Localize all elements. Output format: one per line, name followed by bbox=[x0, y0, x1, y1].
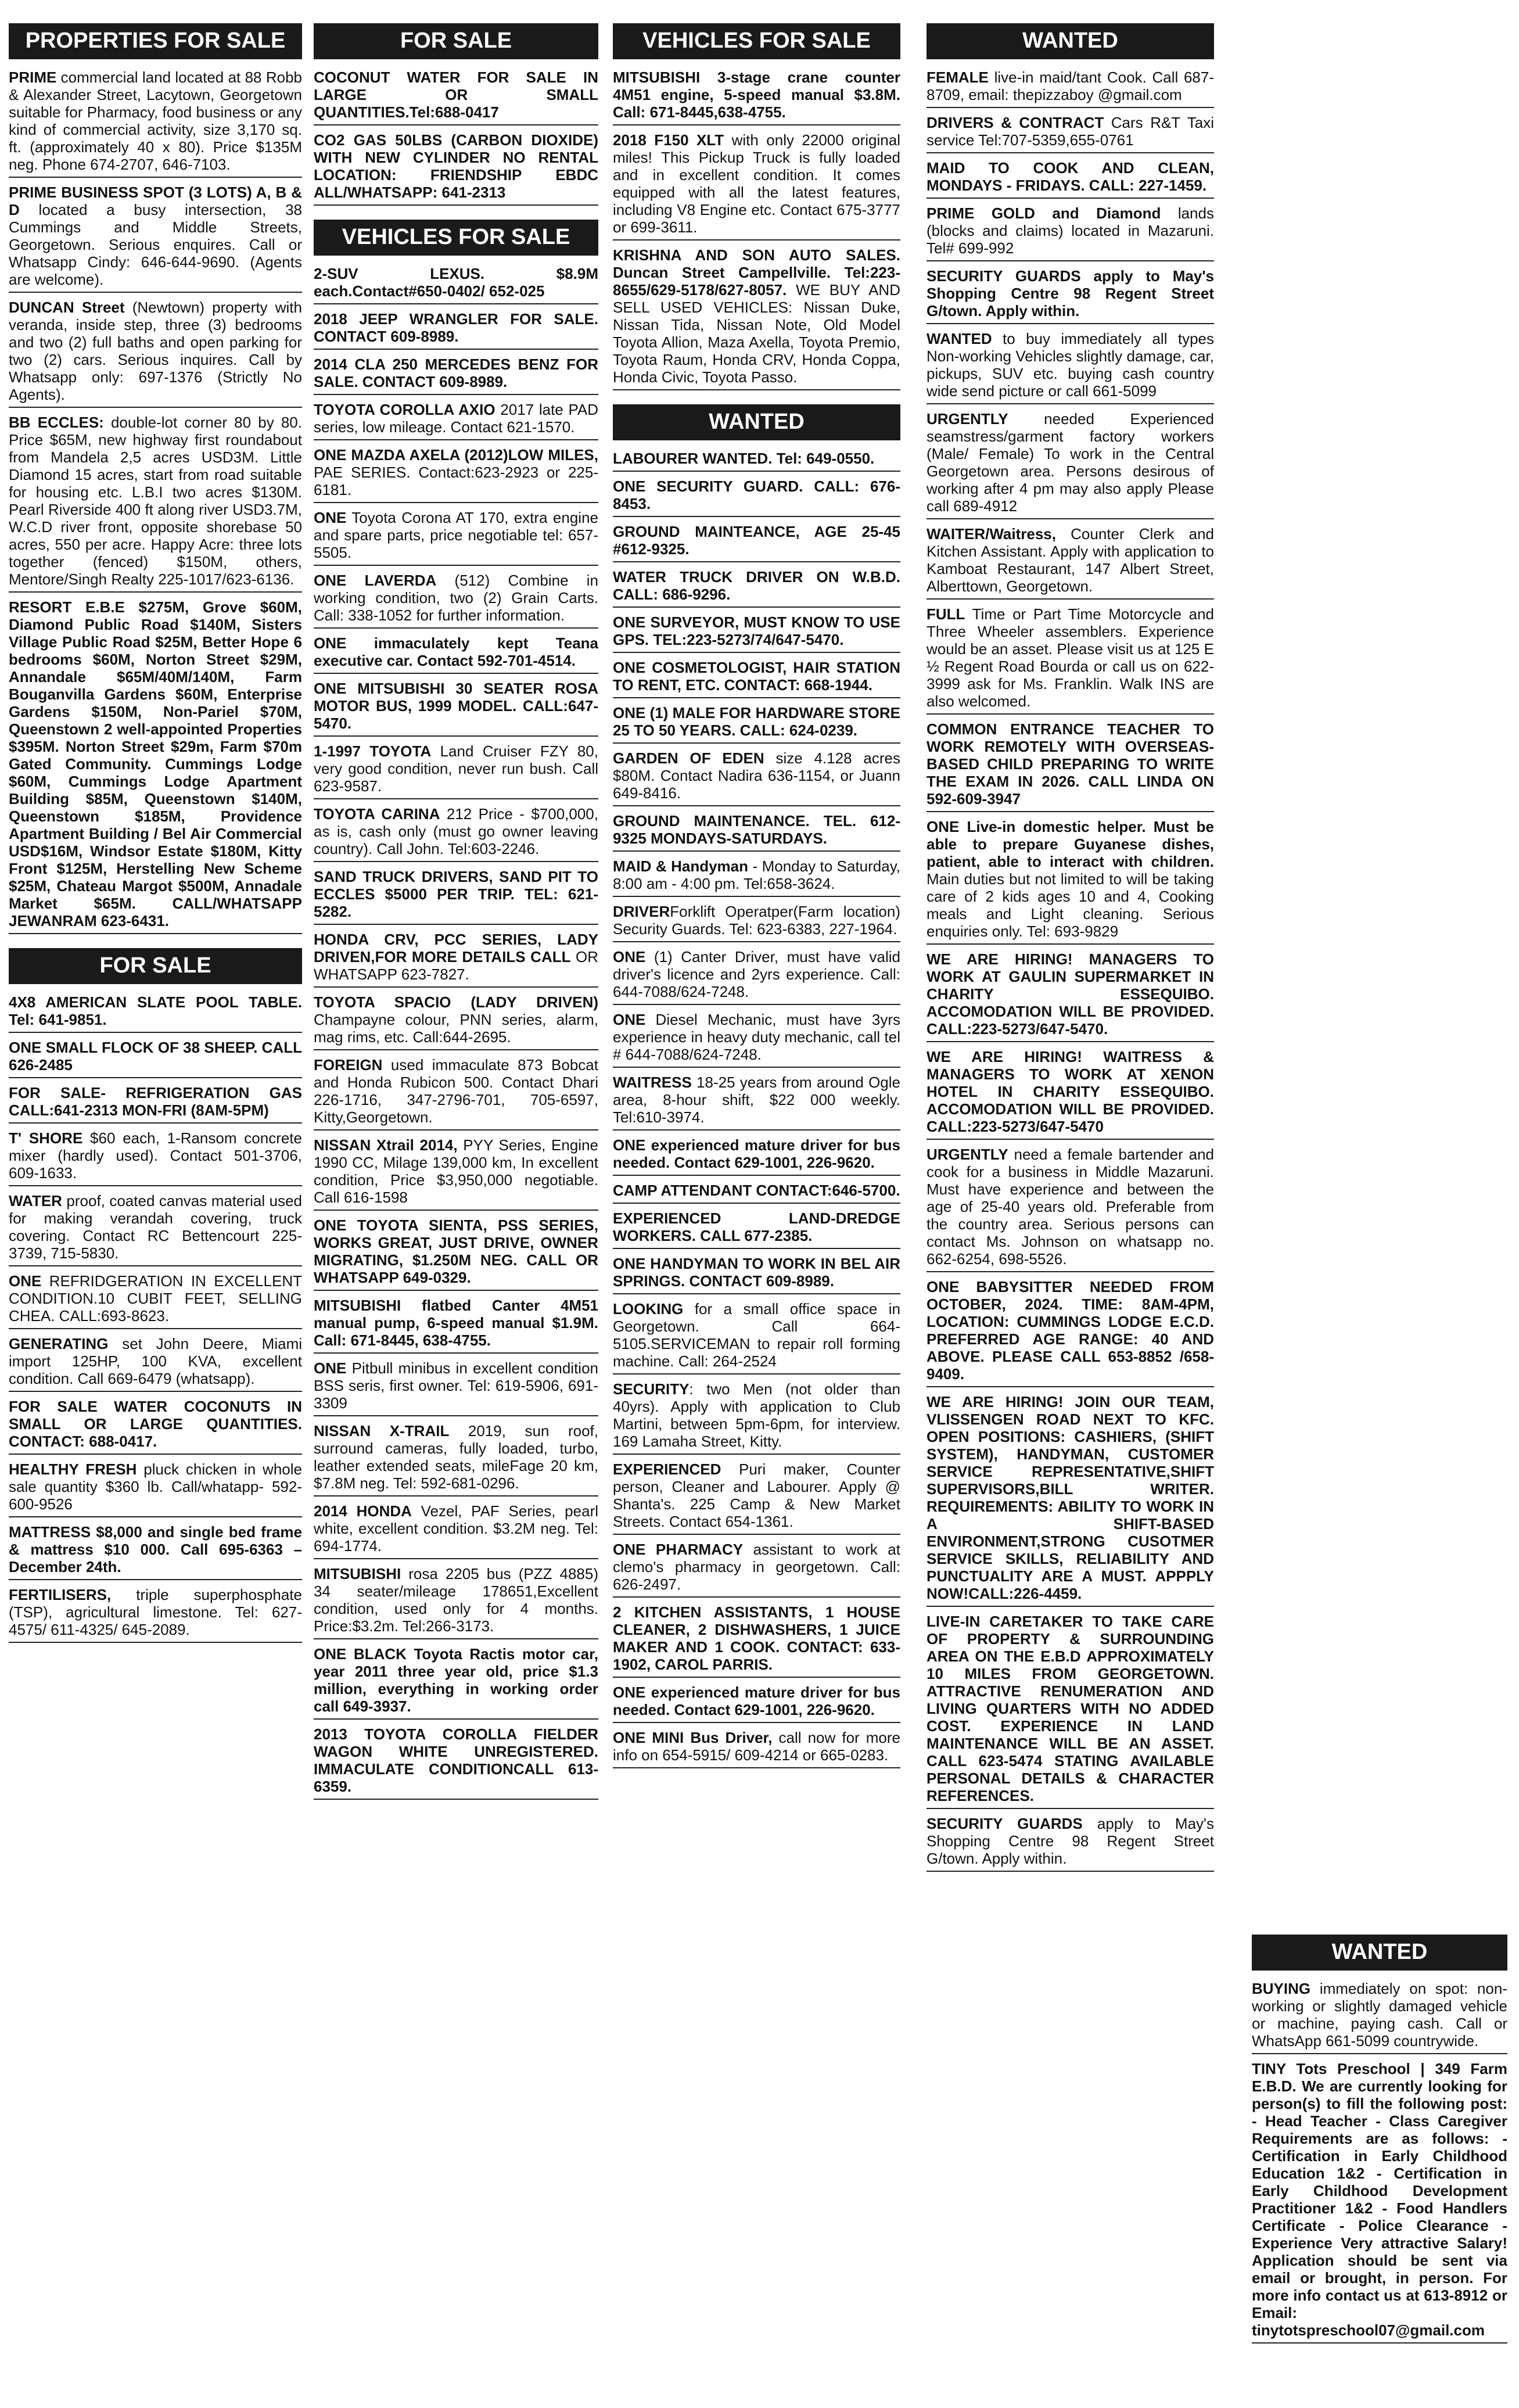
ad-body-text: RESORT E.B.E $275M, Grove $60M, Diamond Public Road $140M, Sisters Village Public Road $25M, Better Hope 6 bedrooms $60M, Norton Street $29M, Annandale $65M/40M/140M, Farm Bouganvilla Gardens $60M, Enterprise Gardens $150M, Non-Pariel $70M, Queenstown 2 well-appointed Properties $395M. Norton Street $29m, Farm $70m Gated Community. Cummings Lodge $60M, Cummings Lodge Apartment Building $85M, Queenstown $140M, Queenstown $185M, Providence Apartment Building / Bel Air Commercial USD$16M, Windsor Estate $180M, Kitty Front $125M, Herstelling New Scheme $25M, Chateau Margot $500M, Annadale Market $65M. CALL/WHATSAPP JEWANRAM 623-6431. bbox=[9, 598, 302, 930]
ad-body-text: PYY Series, Engine 1990 CC, Milage 139,000 km, In excellent condition, Price $3,950,000 negotiable. Call 616-1598 bbox=[314, 1136, 598, 1206]
classified-ad bbox=[314, 740, 598, 799]
ad-body-text: Forklift Operatper(Farm location) Security Guards. Tel: 623-6383, 227-1964. bbox=[613, 903, 900, 938]
classified-ad bbox=[314, 1643, 598, 1720]
classified-ad bbox=[613, 1179, 900, 1204]
ad-body-text: : two Men (not older than 40yrs). Apply with application to Club Martini, between 5pm-6pm, for interview. 169 Lamaha Street, Kitty. bbox=[613, 1380, 900, 1450]
ad-lead-text: DRIVER bbox=[613, 903, 670, 920]
ad-body-text: rosa 2205 bus (PZZ 4885) 34 seater/mileage 178651,Excellent condition, used only for 4 months. Price:$3.2m. Tel:266-3173. bbox=[314, 1565, 598, 1635]
ad-body-text: 212 Price - $700,000, as is, cash only (must go owner leaving country). Call John. Tel:603-2246. bbox=[314, 805, 598, 857]
ad-body-text: used immaculate 873 Bobcat and Honda Rubicon 500. Contact Dhari 226-1716, 347-2796-701, 705-6597, Kitty,Georgetown. bbox=[314, 1056, 598, 1126]
ad-body-text: located a busy intersection, 38 Cummings and Middle Streets, Georgetown. Serious enquires. Call or Whatsapp Cindy: 646-644-9690. (Agents are welcome). bbox=[9, 201, 302, 288]
ad-body-text: to buy immediately all types Non-working Vehicles slightly damage, car, pickups, SUV etc. buying cash country wide send picture or call 661-5099 bbox=[927, 330, 1214, 400]
ad-body-text: for a small office space in Georgetown. Call 664-5105.SERVICEMAN to repair roll forming machine. Call: 264-2524 bbox=[613, 1300, 900, 1370]
ad-body-text: CAMP ATTENDANT CONTACT:646-5700. bbox=[613, 1182, 900, 1199]
classified-ad bbox=[9, 1333, 302, 1392]
ad-body-text: ONE SURVEYOR, MUST KNOW TO USE GPS. TEL:223-5273/74/647-5470. bbox=[613, 613, 900, 648]
ad-body-text: Pitbull minibus in excellent condition BSS seris, first owner. Tel: 619-5906, 691-3309 bbox=[314, 1359, 598, 1412]
section-heading: VEHICLES FOR SALE bbox=[613, 23, 900, 59]
classified-ad bbox=[9, 296, 302, 408]
classified-ad bbox=[927, 1813, 1214, 1872]
ad-body-text: LABOURER WANTED. Tel: 649-0550. bbox=[613, 450, 875, 467]
classified-ad bbox=[314, 1214, 598, 1291]
ad-lead-text: BUYING bbox=[1252, 1980, 1311, 1997]
classified-ad bbox=[927, 1143, 1214, 1272]
ad-lead-text: DUNCAN Street bbox=[9, 299, 125, 316]
ad-body-text: MITSUBISHI 3-stage crane counter 4M51 engine, 5-speed manual $3.8M. Call: 671-8445,638-4755. bbox=[613, 69, 900, 121]
classified-ad bbox=[314, 66, 598, 125]
ad-lead-text: ONE bbox=[9, 1272, 42, 1290]
classified-ad bbox=[927, 1610, 1214, 1809]
classified-ad bbox=[927, 157, 1214, 199]
ad-body-text: WATER TRUCK DRIVER ON W.B.D. CALL: 686-9296. bbox=[613, 568, 900, 603]
ad-lead-text: SECURITY bbox=[613, 1380, 690, 1398]
ad-lead-text: WANTED bbox=[927, 330, 992, 347]
ad-lead-text: ONE MINI Bus Driver, bbox=[613, 1729, 773, 1746]
ad-lead-text: FEMALE bbox=[927, 69, 989, 86]
classified-ad bbox=[613, 611, 900, 653]
ad-body-text: ONE (1) MALE FOR HARDWARE STORE 25 TO 50 YEARS. CALL: 624-0239. bbox=[613, 704, 900, 739]
classified-ad bbox=[613, 66, 900, 125]
section-gap bbox=[9, 938, 302, 948]
classified-ad bbox=[314, 1054, 598, 1131]
classified-ad bbox=[613, 747, 900, 806]
classified-ad bbox=[613, 855, 900, 897]
ad-lead-text: ONE LAVERDA bbox=[314, 572, 437, 589]
classified-ad bbox=[9, 181, 302, 293]
ad-body-text: triple superphosphate (TSP), agricultural limestone. Tel: 627-4575/ 611-4325/ 645-2089. bbox=[9, 1586, 302, 1638]
ad-lead-text: PRIME BUSINESS SPOT (3 LOTS) A, B & D bbox=[9, 184, 302, 218]
classified-ad bbox=[613, 900, 900, 942]
classified-ad bbox=[9, 1395, 302, 1455]
ad-lead-text: 1-1997 TOYOTA bbox=[314, 742, 432, 760]
classified-ad bbox=[314, 1500, 598, 1559]
classified-ad bbox=[613, 244, 900, 390]
section-heading: WANTED bbox=[927, 23, 1214, 59]
classified-ad bbox=[314, 1134, 598, 1211]
ad-body-text: ONE experienced mature driver for bus needed. Contact 629-1001, 226-9620. bbox=[613, 1136, 900, 1171]
ad-body-text: WE BUY AND SELL USED VEHICLES: Nissan Duke, Nissan Tida, Nissan Note, Old Model Toyota Allion, Maza Axella, Toyota Premio, Toyota Raum, Honda CRV, Honda Coppa, Honda Civic, Toyota Passo. bbox=[613, 281, 900, 386]
ad-body-text: OR WHATSAPP 623-7827. bbox=[314, 948, 598, 983]
section-heading: VEHICLES FOR SALE bbox=[314, 220, 598, 256]
ad-body-text: (1) Canter Driver, must have valid driver's licence and 2yrs experience. Call: 644-7088/624-7248. bbox=[613, 948, 900, 1000]
ad-body-text: proof, coated canvas material used for making verandah covering, truck covering. Contact RC Bettencourt 225-3739, 715-5830. bbox=[9, 1192, 302, 1262]
section-heading: PROPERTIES FOR SALE bbox=[9, 23, 302, 59]
classified-ad bbox=[314, 444, 598, 503]
classified-ad bbox=[613, 946, 900, 1005]
ad-body-text: size 4.128 acres $80M. Contact Nadira 636-1154, or Juann 649-8416. bbox=[613, 749, 900, 802]
column-1 bbox=[9, 23, 302, 1646]
ad-body-text: call now for more info on 654-5915/ 609-4214 or 665-0283. bbox=[613, 1729, 900, 1764]
classified-ad bbox=[9, 1190, 302, 1266]
ad-body-text: 2-SUV LEXUS. $8.9M each.Contact#650-0402/ 652-025 bbox=[314, 265, 598, 300]
classified-ad bbox=[613, 566, 900, 608]
ad-lead-text: ONE bbox=[613, 1011, 646, 1028]
classified-ad bbox=[314, 632, 598, 674]
classified-ad bbox=[927, 112, 1214, 153]
ad-lead-text: FULL bbox=[927, 605, 965, 623]
classified-ad bbox=[927, 328, 1214, 404]
ad-lead-text: TOYOTA SPACIO (LADY DRIVEN) bbox=[314, 993, 598, 1011]
classified-ad bbox=[314, 263, 598, 304]
classified-ad bbox=[9, 1458, 302, 1517]
ad-body-text: Toyota Corona AT 170, extra engine and spare parts, price negotiable tel: 657-5505. bbox=[314, 509, 598, 561]
section-gap bbox=[314, 209, 598, 220]
classified-ad bbox=[613, 1009, 900, 1068]
classified-ad bbox=[314, 1357, 598, 1416]
ad-body-text: Land Cruiser FZY 80, very good condition, never run bush. Call 623-9587. bbox=[314, 742, 598, 795]
ad-body-text: Main duties but not limited to will be taking care of 2 kids ages 10 and 4, Cooking meals and Light cleaning. Serious enquiries only. Tel: 693-9829 bbox=[927, 870, 1214, 940]
classified-ad bbox=[1252, 2058, 1507, 2344]
ad-body-text: $60 each, 1-Ransom concrete mixer (hardly used). Contact 501-3706, 609-1633. bbox=[9, 1129, 302, 1182]
ad-lead-text: ONE bbox=[314, 1359, 347, 1377]
classified-ad bbox=[927, 1276, 1214, 1387]
ad-body-text: ONE HANDYMAN TO WORK IN BEL AIR SPRINGS. CONTACT 609-8989. bbox=[613, 1255, 900, 1290]
ad-lead-text: FOREIGN bbox=[314, 1056, 383, 1074]
classified-ad bbox=[9, 596, 302, 934]
classified-ad bbox=[613, 475, 900, 517]
classified-ad bbox=[314, 1723, 598, 1800]
classified-ad bbox=[927, 948, 1214, 1042]
ad-body-text: WE ARE HIRING! MANAGERS TO WORK AT GAULIN SUPERMARKET IN CHARITY ESSEQUIBO. ACCOMODATION WILL BE PROVIDED. CALL:223-5273/647-5470. bbox=[927, 950, 1214, 1038]
ad-body-text: COMMON ENTRANCE TEACHER TO WORK REMOTELY WITH OVERSEAS-BASED CHILD PREPARING TO WRITE THE EXAM IN 2026. CALL LINDA ON 592-609-3947 bbox=[927, 720, 1214, 808]
ad-body-text: live-in maid/tant Cook. Call 687-8709, email: thepizzaboy @gmail.com bbox=[927, 69, 1214, 103]
ad-body-text: 2019, sun roof, surround cameras, fully loaded, turbo, leather extended seats, mileFage 20 km, $7.8M neg. Tel: 592-681-0296. bbox=[314, 1422, 598, 1492]
classified-ad bbox=[613, 1071, 900, 1131]
ad-body-text: Champayne colour, PNN series, alarm, mag rims, etc. Call:644-2695. bbox=[314, 1011, 598, 1046]
ad-lead-text: KRISHNA AND SON AUTO SALES. Duncan Street Campellville. Tel:223-8655/629-5178/627-8057. bbox=[613, 246, 900, 299]
classified-ad bbox=[9, 1036, 302, 1078]
ad-lead-text: WAITER/Waitress, bbox=[927, 525, 1056, 543]
ad-body-text: ONE COSMETOLOGIST, HAIR STATION TO RENT, ETC. CONTACT: 668-1944. bbox=[613, 659, 900, 694]
ad-body-text: SAND TRUCK DRIVERS, SAND PIT TO ECCLES $5000 PER TRIP. TEL: 621-5282. bbox=[314, 868, 598, 920]
ad-body-text: Vezel, PAF Series, pearl white, excellent condition. $3.2M neg. Tel: 694-1774. bbox=[314, 1502, 598, 1555]
classified-ad bbox=[927, 1046, 1214, 1140]
classified-ad bbox=[613, 521, 900, 562]
ad-body-text: Puri maker, Counter person, Cleaner and Labourer. Apply @ Shanta's. 225 Camp & New Market Streets. Contact 654-1361. bbox=[613, 1460, 900, 1530]
ad-body-text: 2 KITCHEN ASSISTANTS, 1 HOUSE CLEANER, 2 DISHWASHERS, 1 JUICE MAKER AND 1 COOK. CONTACT: 633-1902, CAROL PARRIS. bbox=[613, 1603, 900, 1673]
ad-body-text: MAID TO COOK AND CLEAN, MONDAYS - FRIDAYS. CALL: 227-1459. bbox=[927, 159, 1214, 194]
ad-body-text: LIVE-IN CARETAKER TO TAKE CARE OF PROPERTY & SURROUNDING AREA ON THE E.B.D APPROXIMATELY 10 MILES FROM GEORGETOWN. ATTRACTIVE RENUMERATION AND LIVING QUARTERS WITH NO ADDED COST. EXPERIENCE IN LAND MAINTENANCE WILL BE AN ASSET. CALL 623-5474 STATING AVAILABLE PERSONAL DETAILS & CHARACTER REFERENCES. bbox=[927, 1613, 1214, 1804]
classified-ad bbox=[314, 353, 598, 395]
ad-body-text: needed Experienced seamstress/garment factory workers (Male/ Female) To work in the Central Georgetown area. Persons desirous of working after 4 pm may also apply Please call 689-4912 bbox=[927, 410, 1214, 515]
classified-ad bbox=[613, 1378, 900, 1455]
ad-lead-text: 2014 HONDA bbox=[314, 1502, 412, 1520]
ad-body-text: COCONUT WATER FOR SALE IN LARGE OR SMALL QUANTITIES.Tel:688-0417 bbox=[314, 69, 598, 121]
ad-lead-text: TOYOTA COROLLA AXIO bbox=[314, 401, 495, 418]
ad-body-text: CO2 GAS 50LBS (CARBON DIOXIDE) WITH NEW CYLINDER NO RENTAL LOCATION: FRIENDSHIP EBDC ALL/WHATSAPP: 641-2313 bbox=[314, 131, 598, 201]
ad-body-text: Cars R&T Taxi service Tel:707-5359,655-0761 bbox=[927, 114, 1214, 149]
ad-lead-text: FERTILISERS, bbox=[9, 1586, 112, 1603]
classified-ad bbox=[613, 1727, 900, 1768]
classified-ad bbox=[613, 129, 900, 241]
ad-body-text: EXPERIENCED LAND-DREDGE WORKERS. CALL 677-2385. bbox=[613, 1210, 900, 1244]
ad-lead-text: ONE MAZDA AXELA (2012)LOW MILES, bbox=[314, 446, 598, 464]
classified-ad bbox=[314, 1563, 598, 1639]
ad-lead-text: NISSAN Xtrail 2014, bbox=[314, 1136, 458, 1154]
ad-lead-text: NISSAN X-TRAIL bbox=[314, 1422, 450, 1440]
column-3 bbox=[613, 23, 900, 1772]
ad-body-text: ONE TOYOTA SIENTA, PSS SERIES, WORKS GREAT, JUST DRIVE, OWNER MIGRATING, $1.250M NEG. CALL OR WHATSAPP 649-0329. bbox=[314, 1216, 598, 1286]
ad-body-text: commercial land located at 88 Robb & Alexander Street, Lacytown, Georgetown suitable for Pharmacy, food business or any kind of commercial activity, size 3,170 sq. ft. (approximately 40 x 80). Price $135M neg. Phone 674-2707, 646-7103. bbox=[9, 69, 302, 173]
ad-body-text: FOR SALE- REFRIGERATION GAS CALL:641-2313 MON-FRI (8AM-5PM) bbox=[9, 1084, 302, 1119]
ad-lead-text: GARDEN OF EDEN bbox=[613, 749, 764, 767]
column-5 bbox=[1252, 1935, 1507, 2347]
ad-body-text: WE ARE HIRING! JOIN OUR TEAM, VLISSENGEN ROAD NEXT TO KFC. OPEN POSITIONS: CASHIERS, (SHIFT SYSTEM), HANDYMAN, CUSTOMER SERVICE REPRESENTATIVE,SHIFT SUPERVISORS,BILL WRITER. REQUIREMENTS: ABILITY TO WORK IN A SHIFT-BASED ENVIRONMENT,STRONG CUSOTMER SERVICE SKILLS, RELIABILITY AND PUNCTUALITY ARE A MUST. APPPLY NOW!CALL:226-4459. bbox=[927, 1393, 1214, 1602]
classified-ad bbox=[9, 1521, 302, 1580]
ad-lead-text: HONDA CRV, PCC SERIES, LADY DRIVEN,FOR MORE DETAILS CALL bbox=[314, 931, 598, 966]
classified-ad bbox=[613, 656, 900, 698]
ad-lead-text: URGENTLY bbox=[927, 1146, 1008, 1163]
classified-ad bbox=[314, 928, 598, 988]
ad-body-text: GROUND MAINTENANCE. TEL. 612-9325 MONDAYS-SATURDAYS. bbox=[613, 812, 900, 847]
ad-lead-text: WAITRESS bbox=[613, 1074, 692, 1091]
ad-lead-text: PRIME GOLD and Diamond bbox=[927, 204, 1161, 222]
classified-ad bbox=[927, 603, 1214, 715]
classified-ad bbox=[9, 66, 302, 178]
ad-body-text: 2017 late PAD series, low mileage. Contact 621-1570. bbox=[314, 401, 598, 436]
column-4 bbox=[927, 23, 1214, 1875]
ad-body-text: ONE immaculately kept Teana executive car. Contact 592-701-4514. bbox=[314, 634, 598, 669]
section-heading: FOR SALE bbox=[314, 23, 598, 59]
section-heading: WANTED bbox=[613, 404, 900, 440]
classified-ad bbox=[927, 1391, 1214, 1607]
classified-ad bbox=[9, 1127, 302, 1186]
ad-body-text: Time or Part Time Motorcycle and Three Wheeler assemblers. Experience would be an asset. Please visit us at 125 E ½ Regent Road Bourda or call us on 622-3999 ask for Ms. Franklin. Walk INS are also welcomed. bbox=[927, 605, 1214, 710]
ad-lead-text: WATER bbox=[9, 1192, 62, 1210]
ad-body-text: 2018 JEEP WRANGLER FOR SALE. CONTACT 609-8989. bbox=[314, 310, 598, 345]
ad-lead-text: URGENTLY bbox=[927, 410, 1008, 428]
ad-lead-text: HEALTHY FRESH bbox=[9, 1460, 137, 1478]
ad-body-text: - Monday to Saturday, 8:00 am - 4:00 pm. Tel:658-3624. bbox=[613, 857, 900, 892]
section-heading: WANTED bbox=[1252, 1935, 1507, 1971]
classified-ad bbox=[9, 1270, 302, 1329]
classified-ad bbox=[9, 1584, 302, 1643]
classified-ad bbox=[927, 408, 1214, 519]
classified-ad bbox=[927, 523, 1214, 600]
ad-body-text: 2014 CLA 250 MERCEDES BENZ FOR SALE. CONTACT 609-8989. bbox=[314, 356, 598, 390]
classified-ad bbox=[613, 447, 900, 472]
ad-lead-text: PRIME bbox=[9, 69, 57, 86]
classified-ad bbox=[314, 1420, 598, 1497]
classified-ad bbox=[927, 66, 1214, 108]
ad-body-text: assistant to work at clemo's pharmacy in georgetown. Call: 626-2497. bbox=[613, 1541, 900, 1593]
classified-ad bbox=[927, 718, 1214, 812]
ad-body-text: Diesel Mechanic, must have 3yrs experience in heavy duty mechanic, call tel # 644-7088/624-7248. bbox=[613, 1011, 900, 1063]
ad-body-text: ONE MITSUBISHI 30 SEATER ROSA MOTOR BUS, 1999 MODEL. CALL:647-5470. bbox=[314, 680, 598, 732]
classified-ad bbox=[314, 803, 598, 862]
ad-body-text: ONE SECURITY GUARD. CALL: 676-8453. bbox=[613, 478, 900, 512]
classified-ad bbox=[613, 1458, 900, 1535]
ad-body-text: ONE experienced mature driver for bus needed. Contact 629-1001, 226-9620. bbox=[613, 1684, 900, 1718]
ad-lead-text: BB ECCLES: bbox=[9, 414, 104, 431]
ad-body-text: FOR SALE WATER COCONUTS IN SMALL OR LARGE QUANTITIES. CONTACT: 688-0417. bbox=[9, 1398, 302, 1450]
ad-lead-text: DRIVERS & CONTRACT bbox=[927, 114, 1104, 131]
ad-lead-text: T' SHORE bbox=[9, 1129, 83, 1147]
classified-ad bbox=[314, 129, 598, 206]
ad-lead-text: TOYOTA CARINA bbox=[314, 805, 440, 823]
classified-ad bbox=[613, 1298, 900, 1375]
ad-body-text: set John Deere, Miami import 125HP, 100 KVA, excellent condition. Call 669-6479 (whatsapp). bbox=[9, 1335, 302, 1387]
classified-ad bbox=[927, 816, 1214, 945]
ad-body-text: ONE BLACK Toyota Ractis motor car, year 2011 three year old, price $1.3 million, everything in working order call 649-3937. bbox=[314, 1645, 598, 1715]
classified-ad bbox=[613, 1207, 900, 1249]
ad-lead-text: ONE bbox=[613, 948, 646, 966]
ad-body-text: immediately on spot: non-working or slightly damaged vehicle or machine, paying cash. Call or WhatsApp 661-5099 countrywide. bbox=[1252, 1980, 1507, 2050]
classified-ad bbox=[927, 202, 1214, 261]
ad-body-text: with only 22000 original miles! This Pickup Truck is fully loaded and in excellent condition. It comes equipped with all the latest features, including V8 Engine etc. Contact 675-3777 or 699-3611. bbox=[613, 131, 900, 236]
ad-lead-text: ONE bbox=[314, 509, 347, 526]
ad-body-text: TINY Tots Preschool | 349 Farm E.B.D. We are currently looking for person(s) to fill the following post: - Head Teacher - Class Caregiver Requirements are as follows: - Certification in Early Childhood Education 1&2 - Certification in Early Childhood Development Practitioner 1&2 - Food Handlers Certificate - Police Clearance - Experience Very attractive Salary! Application should be sent via email or brought, in person. For more info contact us at 613-8912 or Email: tinytotspreschool07@gmail.com bbox=[1252, 2060, 1507, 2339]
classified-ad bbox=[314, 569, 598, 629]
ad-lead-text: LOOKING bbox=[613, 1300, 684, 1318]
classified-ad bbox=[314, 399, 598, 440]
ad-body-text: Counter Clerk and Kitchen Assistant. Apply with application to Kamboat Restaurant, 147 Albert Street, Alberttown, Georgetown. bbox=[927, 525, 1214, 595]
ad-body-text: 4X8 AMERICAN SLATE POOL TABLE. Tel: 641-9851. bbox=[9, 993, 302, 1028]
ad-lead-text: ONE PHARMACY bbox=[613, 1541, 744, 1558]
ad-body-text: WE ARE HIRING! WAITRESS & MANAGERS TO WORK AT XENON HOTEL IN CHARITY ESSEQUIBO. ACCOMODATION WILL BE PROVIDED. CALL:223-5273/647-5470 bbox=[927, 1048, 1214, 1135]
ad-body-text: PAE SERIES. Contact:623-2923 or 225-6181. bbox=[314, 464, 598, 498]
classified-ad bbox=[314, 507, 598, 566]
ad-lead-text: SECURITY GUARDS bbox=[927, 1815, 1083, 1832]
ad-body-text: apply to May's Shopping Centre 98 Regent Street G/town. Apply within. bbox=[927, 1815, 1214, 1867]
classified-ad bbox=[9, 1082, 302, 1124]
classified-ad bbox=[9, 991, 302, 1033]
ad-body-text: REFRIDGERATION IN EXCELLENT CONDITION.10 CUBIT FEET, SELLING CHEA. CALL:693-8623. bbox=[9, 1272, 302, 1325]
classified-ad bbox=[927, 265, 1214, 324]
ad-lead-text: GENERATING bbox=[9, 1335, 109, 1352]
ad-body-text: (Newtown) property with veranda, inside step, three (3) bedrooms and two (2) full baths and open parking for two (2) cars. Serious inquires. Call by Whatsapp only: 697-1376 (Strictly No Agents). bbox=[9, 299, 302, 403]
ad-lead-text: MAID & Handyman bbox=[613, 857, 749, 875]
classified-ad bbox=[613, 1134, 900, 1176]
classified-ad bbox=[314, 677, 598, 737]
classified-ad bbox=[314, 1294, 598, 1354]
classified-ad bbox=[314, 991, 598, 1050]
ad-body-text: need a female bartender and cook for a business in Middle Mazaruni. Must have experience and between the age of 25-40 years old. Preferable from the country area. Serious persons can contact Ms. Johnson on whatsapp no. 662-6254, 698-5526. bbox=[927, 1146, 1214, 1268]
ad-body-text: double-lot corner 80 by 80. Price $65M, new highway first roundabout from Mandela 2,5 acres USD3M. Little Diamond 15 acres, start from road suitable for housing etc. L.B.I two acres $130M. Pearl Riverside 400 ft along river USD3.7M, W.C.D river front, opposite shorebase 50 acres, 550 per acre. Happy Acre: three lots together (fenced) $150M, others, Mentore/Singh Realty 225-1017/623-6136. bbox=[9, 414, 302, 588]
classified-ad bbox=[9, 411, 302, 593]
ad-body-text: MITSUBISHI flatbed Canter 4M51 manual pump, 6-speed manual $1.9M. Call: 671-8445, 638-4755. bbox=[314, 1297, 598, 1349]
ad-body-text: ONE BABYSITTER NEEDED FROM OCTOBER, 2024. TIME: 8AM-4PM, LOCATION: CUMMINGS LODGE E.C.D. PREFERRED AGE RANGE: 40 AND ABOVE. PLEASE CALL 653-8852 /658-9409. bbox=[927, 1278, 1214, 1383]
ad-body-text: MATTRESS $8,000 and single bed frame & mattress $10 000. Call 695-6363 – December 24th. bbox=[9, 1523, 302, 1576]
ad-lead-text: MITSUBISHI bbox=[314, 1565, 401, 1582]
ad-lead-text: EXPERIENCED bbox=[613, 1460, 721, 1478]
ad-body-text: (512) Combine in working condition, two (2) Grain Carts. Call: 338-1052 for further information. bbox=[314, 572, 598, 624]
section-gap bbox=[613, 394, 900, 404]
classified-ad bbox=[613, 1538, 900, 1598]
ad-lead-text: 2018 F150 XLT bbox=[613, 131, 724, 149]
ad-body-text: 18-25 years from around Ogle area, 8-hour shift, $22 000 weekly. Tel:610-3974. bbox=[613, 1074, 900, 1126]
ad-body-text: lands (blocks and claims) located in Mazaruni. Tel# 699-992 bbox=[927, 204, 1214, 257]
ad-body-text: SECURITY GUARDS apply to May's Shopping Centre 98 Regent Street G/town. Apply within. bbox=[927, 267, 1214, 320]
classified-ad bbox=[314, 866, 598, 925]
classified-ad bbox=[613, 1681, 900, 1723]
classified-ad bbox=[1252, 1978, 1507, 2054]
classified-ad bbox=[613, 810, 900, 852]
classified-ad bbox=[314, 308, 598, 350]
ad-lead-text: ONE Live-in domestic helper. Must be able to prepare Guyanese dishes, patient, able to interact with children. bbox=[927, 818, 1214, 870]
classified-ad bbox=[613, 1601, 900, 1678]
ad-body-text: 2013 TOYOTA COROLLA FIELDER WAGON WHITE UNREGISTERED. IMMACULATE CONDITIONCALL 613-6359. bbox=[314, 1725, 598, 1795]
classified-ad bbox=[613, 702, 900, 744]
ad-body-text: pluck chicken in whole sale quantity $360 lb. Call/whatapp- 592-600-9526 bbox=[9, 1460, 302, 1513]
column-2 bbox=[314, 23, 598, 1803]
ad-body-text: ONE SMALL FLOCK OF 38 SHEEP. CALL 626-2485 bbox=[9, 1039, 302, 1074]
classified-ad bbox=[613, 1253, 900, 1294]
section-heading: FOR SALE bbox=[9, 948, 302, 984]
ad-body-text: GROUND MAINTEANCE, AGE 25-45 #612-9325. bbox=[613, 523, 900, 558]
